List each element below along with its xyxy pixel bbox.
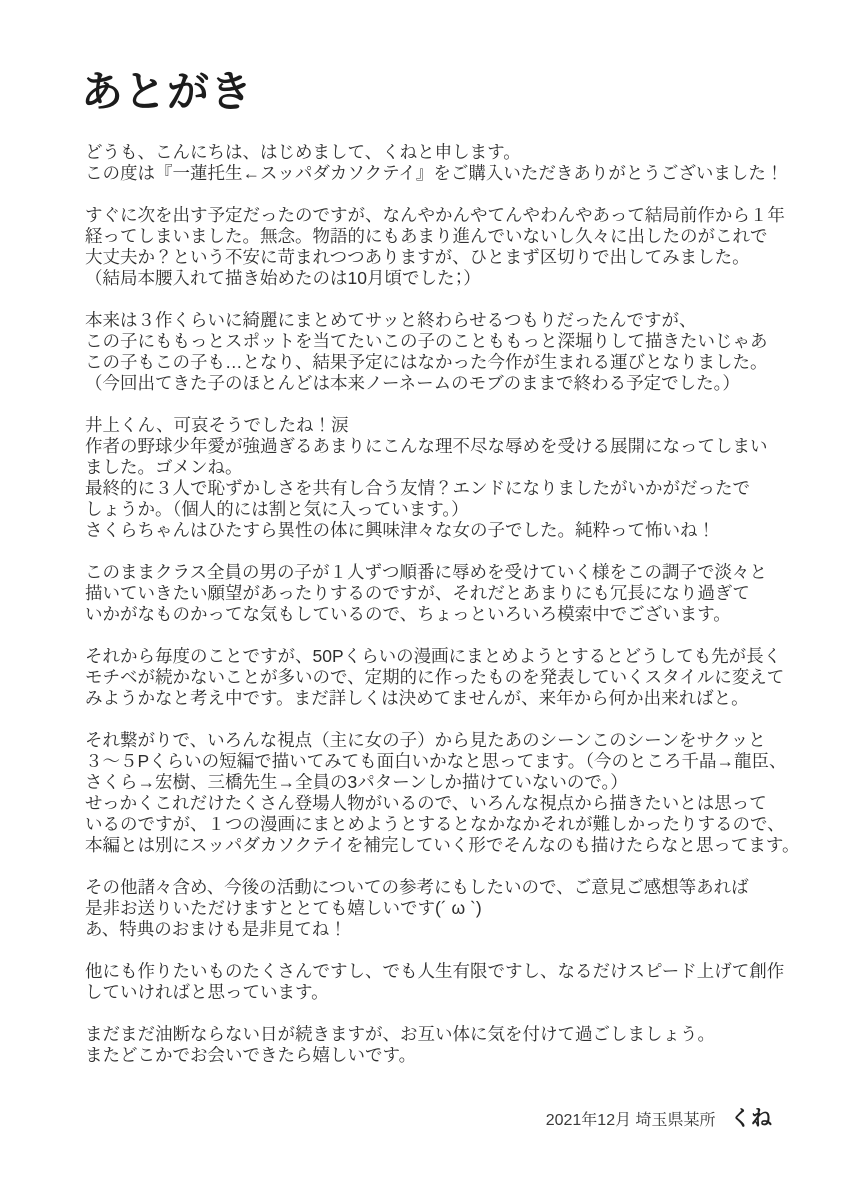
text-line: さくら→宏樹、三橋先生→全員の3パターンしか描けていないので。） — [85, 772, 628, 793]
text-line: いるのですが、１つの漫画にまとめようとするとなかなかそれが難しかったりするので、 — [85, 814, 785, 835]
text-line: それから毎度のことですが、50Pくらいの漫画にまとめようとするとどうしても先が長く — [85, 646, 782, 667]
text-line: （結局本腰入れて描き始めたのは10月頃でした；） — [85, 268, 481, 289]
paragraph — [85, 310, 772, 394]
text-line: （今回出てきた子のほとんどは本来ノーネームのモブのままで終わる予定でした。） — [85, 373, 740, 394]
text-line: 本編とは別にスッパダカソクテイを補完していく形でそんなのも描けたらなと思ってます。 — [85, 835, 800, 856]
text-line: さくらちゃんはひたすら異性の体に興味津々な女の子でした。純粋って怖いね！ — [85, 520, 715, 541]
text-line: せっかくこれだけたくさん登場人物がいるので、いろんな視点から描きたいとは思って — [85, 793, 767, 814]
text-line: どうも、こんにちは、はじめまして、くねと申します。 — [85, 142, 521, 163]
text-line: 是非お送りいただけますととても嬉しいです(´ ω `) — [85, 898, 482, 919]
text-line: モチベが続かないことが多いので、定期的に作ったものを発表していくスタイルに変えて — [85, 667, 785, 688]
text-line: 大丈夫か？という不安に苛まれつつありますが、ひとまず区切りで出してみました。 — [85, 247, 750, 268]
text-line: この子にももっとスポットを当てたいこの子のことももっと深堀りして描きたいじゃあ — [85, 331, 768, 352]
paragraph — [85, 1024, 772, 1066]
text-line: すぐに次を出す予定だったのですが、なんやかんやてんやわんやあって結局前作から１年 — [85, 205, 785, 226]
text-line: この子もこの子も…となり、結果予定にはなかった今作が生まれる運びとなりました。 — [85, 352, 768, 373]
text-line: みようかなと考え中です。まだ詳しくは決めてませんが、来年から何か出来ればと。 — [85, 688, 749, 709]
text-line: 井上くん、可哀そうでしたね！涙 — [85, 415, 349, 436]
text-line: いかがなものかってな気もしているので、ちょっといろいろ模索中でございます。 — [85, 604, 731, 625]
text-line: ました。ゴメンね。 — [85, 457, 243, 478]
paragraph — [85, 205, 785, 289]
text-line: 経ってしまいました。無念。物語的にもあまり進んでいないし久々に出したのがこれで — [85, 226, 768, 247]
page-title: あとがき — [81, 70, 254, 116]
text-line: この度は『一蓮托生←スッパダカソクテイ』をご購入いただきありがとうございました！ — [85, 163, 784, 184]
text-line: 本来は３作くらいに綺麗にまとめてサッと終わらせるつもりだったんですが、 — [85, 310, 697, 331]
text-line: 作者の野球少年愛が強過ぎるあまりにこんな理不尽な辱めを受ける展開になってしまい — [85, 436, 768, 457]
paragraph — [85, 730, 800, 856]
paragraph — [85, 646, 785, 709]
colophon-date-place: 2021年12月 埼玉県某所 — [545, 1112, 716, 1130]
text-line: ３〜５Pくらいの短編で描いてみても面白いかなと思ってます。（今のところ千晶→龍臣、 — [85, 751, 787, 772]
text-line: していければと思っています。 — [85, 982, 329, 1003]
colophon — [85, 1102, 772, 1132]
text-line: 最終的に３人で恥ずかしさを共有し合う友情？エンドになりましたがいかがだったで — [85, 478, 750, 499]
text-line: その他諸々含め、今後の活動についての参考にもしたいので、ご意見ご感想等あれば — [85, 877, 749, 898]
paragraph — [85, 562, 772, 625]
paragraph — [85, 877, 772, 940]
paragraph — [85, 961, 785, 1003]
text-line: それ繋がりで、いろんな視点（主に女の子）から見たあのシーンこのシーンをサクッと — [85, 730, 766, 751]
afterword-body — [85, 142, 800, 1066]
text-line: しょうか。（個人的には割と気に入っています。） — [85, 499, 469, 520]
text-line: 描いていきたい願望があったりするのですが、それだとあまりにも冗長になり過ぎて — [85, 583, 750, 604]
text-line: あ、特典のおまけも是非見てね！ — [85, 919, 347, 940]
author-signature: くね — [730, 1107, 772, 1131]
text-line: このままクラス全員の男の子が１人ずつ順番に辱めを受けていく様をこの調子で淡々と — [85, 562, 767, 583]
text-line: まだまだ油断ならない日が続きますが、お互い体に気を付けて過ごしましょう。 — [85, 1024, 715, 1045]
text-line: またどこかでお会いできたら嬉しいです。 — [85, 1045, 417, 1066]
paragraph — [85, 415, 772, 541]
paragraph — [85, 142, 784, 184]
text-line: 他にも作りたいものたくさんですし、でも人生有限ですし、なるだけスピード上げて創作 — [85, 961, 785, 982]
